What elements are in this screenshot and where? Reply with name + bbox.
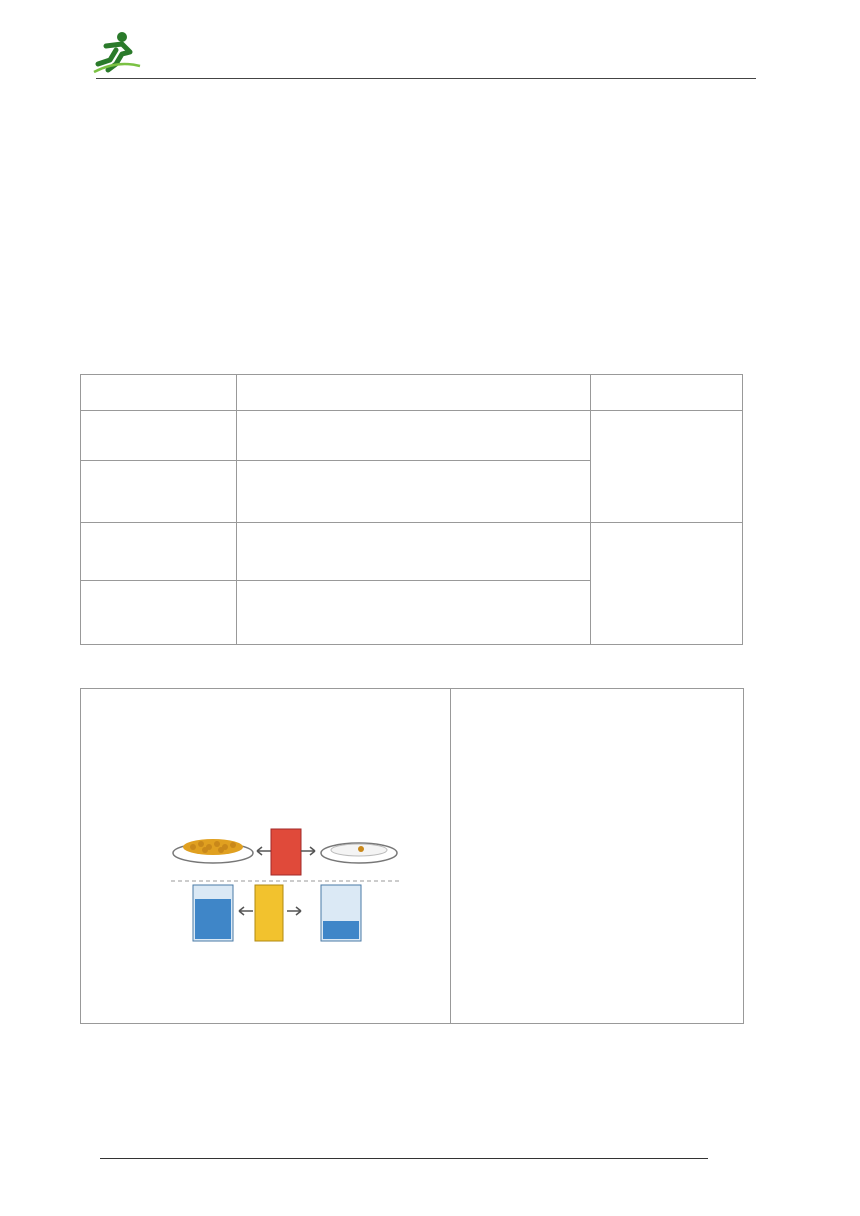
usage-countable [591, 411, 742, 445]
table-header-cell [236, 375, 591, 411]
word-little [81, 523, 236, 535]
table-cell [81, 411, 237, 461]
example-item [100, 303, 114, 321]
word-a-little [81, 581, 236, 593]
example-item [100, 281, 114, 299]
usage-uncountable [591, 523, 742, 533]
beans-milk-illustration [171, 815, 401, 943]
box-divider [450, 689, 451, 1023]
footer-divider [100, 1158, 708, 1159]
table-row [81, 411, 743, 461]
table-header-cell [81, 375, 237, 411]
header-meaning [237, 375, 591, 387]
comparison-table [80, 374, 743, 645]
meaning-a-little [237, 581, 591, 613]
meaning-a-few [237, 461, 591, 487]
table-cell [81, 581, 237, 645]
table-cell [81, 461, 237, 523]
point-item [128, 1095, 146, 1113]
example-item [100, 259, 114, 277]
bullet-item [100, 236, 114, 254]
runner-icon [92, 30, 142, 74]
meaning-few [237, 411, 591, 439]
header-divider [96, 78, 756, 79]
site-logo [92, 30, 262, 78]
table-cell [81, 523, 237, 581]
bullet-item [100, 214, 114, 232]
table-cell [236, 581, 591, 645]
point-item [128, 1072, 146, 1090]
table-header-cell [591, 375, 743, 411]
headword-line [100, 147, 126, 165]
table-cell [591, 523, 743, 645]
picture-example-box [80, 688, 744, 1024]
meaning-little [237, 523, 591, 551]
word-few [81, 411, 236, 431]
table-cell [591, 411, 743, 523]
table-row [81, 523, 743, 581]
header-word [81, 375, 236, 387]
word-a-few [81, 461, 236, 481]
table-header-row [81, 375, 743, 411]
bullet-item [100, 192, 114, 210]
table-cell [236, 411, 591, 461]
headword-line [100, 349, 148, 367]
table-cell [236, 461, 591, 523]
header-usage [591, 375, 742, 387]
table-cell [236, 523, 591, 581]
